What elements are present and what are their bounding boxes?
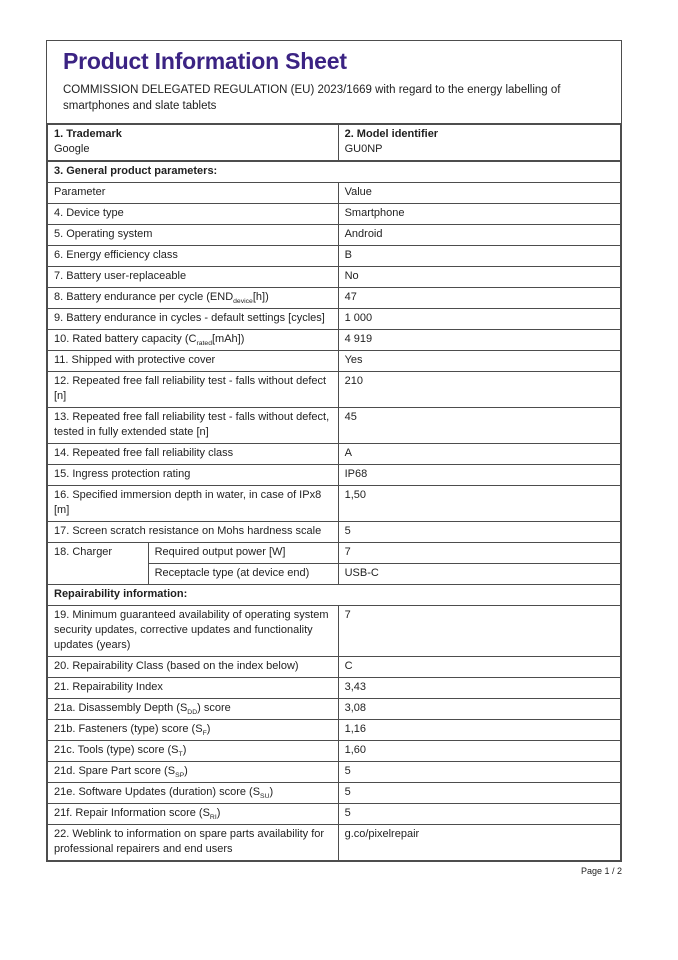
param-label: 21. Repairability Index [48,678,339,699]
row-general-section-header [48,161,621,183]
sheet-header [47,41,621,123]
row-disassembly-depth-score [48,699,621,720]
param-value: 3,43 [338,678,620,699]
param-label: 17. Screen scratch resistance on Mohs hardness scale [48,522,339,543]
charger-sub-value: 7 [338,543,620,564]
param-label: 4. Device type [48,204,339,225]
page-subtitle: COMMISSION DELEGATED REGULATION (EU) 2023/1669 with regard to the energy labelling of smartphones and slate tablets [63,84,561,112]
param-value: 5 [338,522,620,543]
charger-sub-label: Receptacle type (at device end) [148,564,338,585]
product-info-sheet [46,40,622,862]
row-software-updates-score [48,783,621,804]
charger-label: 18. Charger [48,543,149,585]
param-value: 5 [338,804,620,825]
row-tools-score [48,741,621,762]
param-label: 21a. Disassembly Depth $(S_{DD})$ score [48,699,339,720]
param-label: 7. Battery user-replaceable [48,267,339,288]
row-protective-cover [48,351,621,372]
param-value: 47 [338,288,620,309]
charger-sub-label: Required output power [W] [148,543,338,564]
param-column-header: Parameter [48,183,339,204]
model-identifier-cell [338,124,620,161]
trademark-cell [48,124,339,161]
param-value: 5 [338,762,620,783]
row-ingress-protection [48,465,621,486]
param-label: 19. Minimum guaranteed availability of operating system security updates, corrective updates and functionality updates (years) [48,606,339,657]
param-value: 4 919 [338,330,620,351]
param-label: 16. Specified immersion depth in water, in case of IPx8 [m] [48,486,339,522]
trademark-label: 1. Trademark [54,128,122,140]
row-energy-efficiency-class [48,246,621,267]
param-value: Yes [338,351,620,372]
param-label: 15. Ingress protection rating [48,465,339,486]
param-label: 21d. Spare Part score $(S_{SP})$ [48,762,339,783]
param-value: Smartphone [338,204,620,225]
param-value: Android [338,225,620,246]
row-free-fall-class [48,444,621,465]
param-value: 5 [338,783,620,804]
param-value: 1,60 [338,741,620,762]
row-spare-parts-weblink [48,825,621,861]
param-label: 8. Battery endurance per cycle $(END_{device}[h])$ [48,288,339,309]
param-value: 1,50 [338,486,620,522]
row-mohs-hardness [48,522,621,543]
row-free-fall-test-extended [48,408,621,444]
param-label: 21e. Software Updates (duration) score $(S_{SU})$ [48,783,339,804]
param-label: 9. Battery endurance in cycles - default settings [cycles] [48,309,339,330]
param-value: 7 [338,606,620,657]
row-repair-information-score [48,804,621,825]
param-label: 21f. Repair Information score $(S_{RI})$ [48,804,339,825]
model-identifier-label: 2. Model identifier [344,128,439,140]
row-column-headers [48,183,621,204]
row-battery-user-replaceable [48,267,621,288]
param-label: 5. Operating system [48,225,339,246]
row-immersion-depth [48,486,621,522]
row-rated-battery-capacity [48,330,621,351]
param-value: 1,16 [338,720,620,741]
row-fasteners-score [48,720,621,741]
param-label: 12. Repeated free fall reliability test - falls without defect [n] [48,372,339,408]
param-label: 6. Energy efficiency class [48,246,339,267]
param-value: 1 000 [338,309,620,330]
param-value: 3,08 [338,699,620,720]
repairability-section-title: Repairability information: [48,585,621,606]
row-repairability-section-header [48,585,621,606]
param-label: 22. Weblink to information on spare parts availability for professional repairers and end users [48,825,339,861]
param-label: 21c. Tools (type) score $(S_T)$ [48,741,339,762]
param-value: 210 [338,372,620,408]
page-number: Page 1 / 2 [580,866,622,876]
value-column-header: Value [338,183,620,204]
row-operating-system [48,225,621,246]
product-parameters-table [47,123,621,861]
param-value: No [338,267,620,288]
row-repairability-index [48,678,621,699]
param-value: g.co/pixelrepair [338,825,620,861]
param-label: 10. Rated battery capacity $(C_{rated}[mAh])$ [48,330,339,351]
row-free-fall-test [48,372,621,408]
row-os-updates-availability [48,606,621,657]
param-value: B [338,246,620,267]
row-battery-endurance-in-cycles [48,309,621,330]
row-battery-endurance-per-cycle [48,288,621,309]
param-label: 14. Repeated free fall reliability class [48,444,339,465]
param-value: A [338,444,620,465]
trademark-value: Google [54,143,90,155]
param-label: 11. Shipped with protective cover [48,351,339,372]
param-label: 13. Repeated free fall reliability test - falls without defect, tested in fully extended state [n] [48,408,339,444]
charger-sub-value: USB-C [338,564,620,585]
param-value: IP68 [338,465,620,486]
param-value: 45 [338,408,620,444]
param-label: 21b. Fasteners (type) score $(S_F)$ [48,720,339,741]
row-charger-output-power [48,543,621,564]
page-title: Product Information Sheet [63,48,347,74]
general-section-title: 3. General product parameters: [48,161,621,183]
param-label: 20. Repairability Class (based on the index below) [48,657,339,678]
param-value: C [338,657,620,678]
row-repairability-class [48,657,621,678]
row-trademark-model [48,124,621,161]
row-spare-part-score [48,762,621,783]
model-identifier-value: GU0NP [344,143,383,155]
row-device-type [48,204,621,225]
